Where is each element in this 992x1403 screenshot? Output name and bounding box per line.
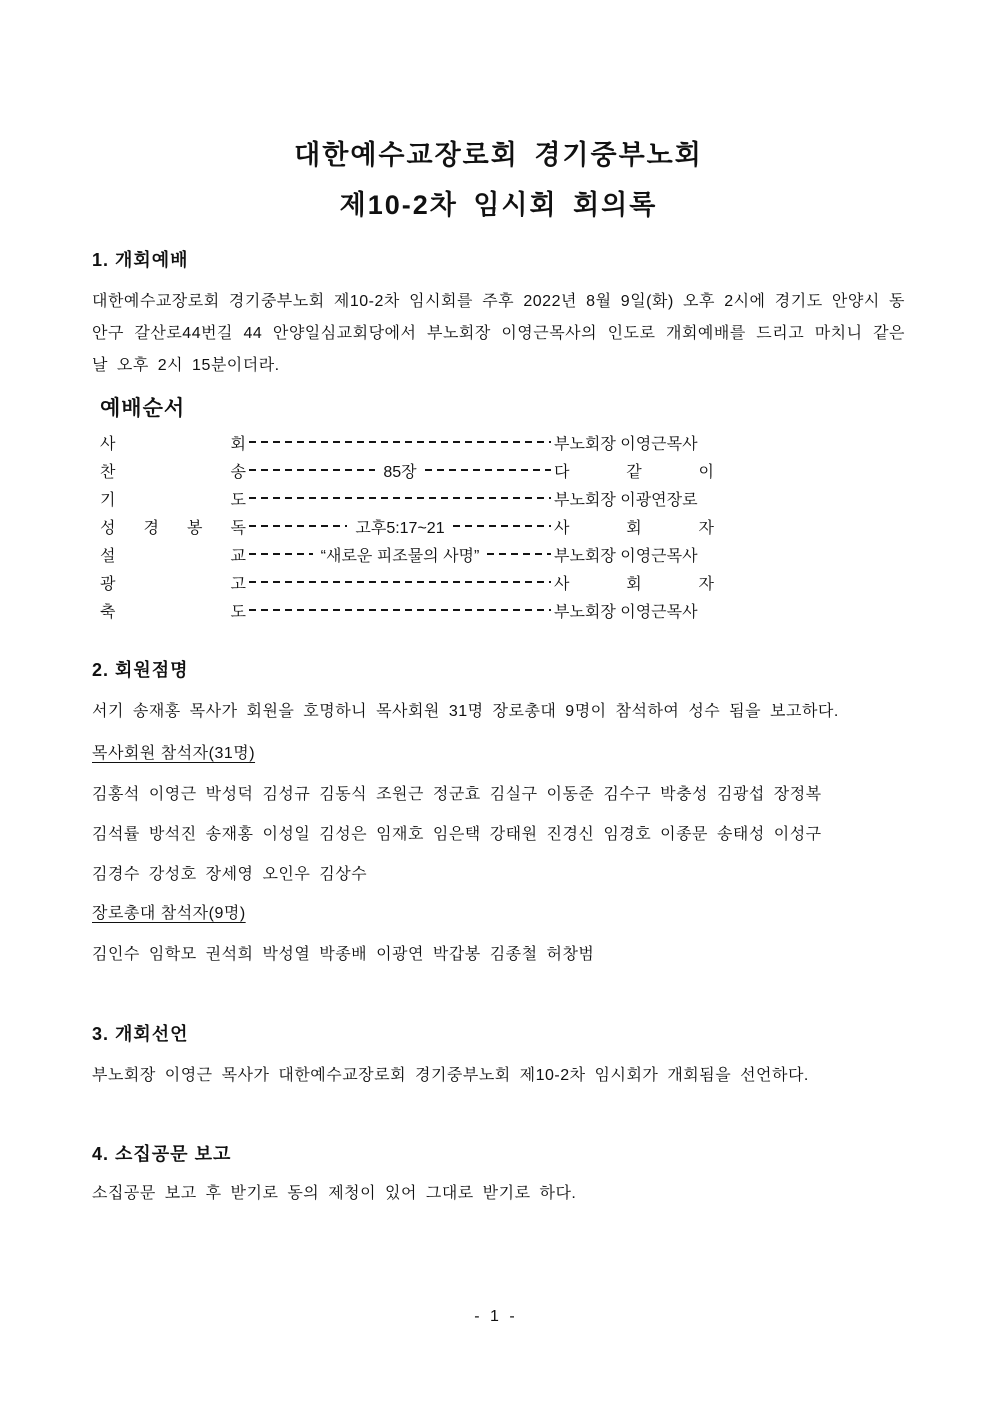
section-opening-worship — [92, 246, 905, 624]
dash-line — [249, 581, 551, 583]
dash-line — [249, 609, 551, 611]
dash-line — [453, 525, 551, 527]
dash-line — [249, 469, 375, 471]
pastor-roster-line: 김홍석 이영근 박성덕 김성규 김동식 조원근 정군효 김실구 이동준 김수구 박충성 김광섭 장정복 — [92, 786, 822, 803]
document-title-line1: 대한예수교장로회 경기중부노회 — [294, 140, 703, 170]
section-heading-2: 2. 회원점명 — [92, 660, 189, 680]
worship-item-detail: “새로운 피조물의 사명” — [320, 547, 480, 565]
worship-order-list — [100, 428, 714, 624]
elder-roster-line: 김인수 임학모 권석희 박성열 박종배 이광연 박갑봉 김종철 허창범 — [92, 946, 595, 963]
worship-item-label: 설 교 — [100, 547, 246, 565]
section-body-2: 서기 송재홍 목사가 회원을 호명하니 목사회원 31명 장로총대 9명이 참석하여 성수 됨을 보고하다. — [92, 703, 839, 720]
worship-item-detail: 85장 — [383, 463, 417, 481]
worship-row-presiding — [100, 428, 714, 456]
section-roll-call — [92, 656, 905, 968]
pastor-roster-line: 김경수 강성호 장세영 오인우 김상수 — [92, 866, 368, 883]
worship-item-label: 광 고 — [100, 575, 246, 593]
worship-item-detail: 고후5:17~21 — [355, 519, 445, 537]
worship-row-scripture — [100, 512, 714, 540]
section-body-1: 대한예수교장로회 경기중부노회 제10-2차 임시회를 주후 2022년 8월 9일(화) 오후 2시에 경기도 안양시 동안구 갈산로44번길 44 안양일심교회당에서 부노회장 이영근목사의 인도로 개회예배를 드리고 마치니 같은 날 오후 2시 15분이더라. — [92, 293, 905, 374]
page-number: - 1 - — [474, 1308, 518, 1325]
worship-item-person: 사 회 자 — [554, 575, 714, 593]
worship-row-hymn — [100, 456, 714, 484]
worship-item-person: 부노회장 이영근목사 — [554, 435, 698, 453]
pastor-roster-subheading: 목사회원 참석자(31명) — [92, 745, 256, 762]
worship-row-benediction — [100, 596, 714, 624]
worship-item-person: 부노회장 이광연장로 — [554, 491, 698, 509]
section-heading-4: 4. 소집공문 보고 — [92, 1144, 232, 1164]
elder-roster-subheading: 장로총대 참석자(9명) — [92, 905, 246, 922]
dash-line — [249, 525, 347, 527]
worship-item-person: 부노회장 이영근목사 — [554, 547, 698, 565]
worship-item-person: 사 회 자 — [554, 519, 715, 537]
dash-line — [425, 469, 551, 471]
section-convocation-report — [92, 1140, 905, 1210]
dash-line — [487, 553, 551, 555]
section-body-3: 부노회장 이영근 목사가 대한예수교장로회 경기중부노회 제10-2차 임시회가 개회됨을 선언하다. — [92, 1067, 809, 1084]
pastor-roster-line: 김석률 방석진 송재홍 이성일 김성은 임재호 임은택 강태원 진경신 임경호 이종문 송태성 이성구 — [92, 826, 822, 843]
worship-row-sermon — [100, 540, 714, 568]
worship-item-label: 사 회 — [100, 435, 246, 453]
dash-line — [249, 553, 313, 555]
worship-row-announcements — [100, 568, 714, 596]
worship-row-prayer — [100, 484, 714, 512]
dash-line — [249, 497, 551, 499]
section-heading-3: 3. 개회선언 — [92, 1024, 189, 1044]
section-opening-declaration — [92, 1020, 905, 1092]
dash-line — [249, 441, 551, 443]
section-heading-1: 1. 개회예배 — [92, 250, 189, 270]
section-body-4: 소집공문 보고 후 받기로 동의 제청이 있어 그대로 받기로 하다. — [92, 1185, 577, 1202]
worship-order-title: 예배순서 — [100, 397, 186, 420]
worship-item-person: 다 같 이 — [554, 463, 715, 481]
worship-item-label: 축 도 — [100, 603, 246, 621]
worship-item-person: 부노회장 이영근목사 — [554, 603, 698, 621]
worship-item-label: 찬 송 — [100, 463, 246, 481]
worship-item-label: 성 경 봉 독 — [100, 519, 246, 537]
document-title-line2: 제10-2차 임시회 회의록 — [339, 190, 658, 220]
worship-item-label: 기 도 — [100, 491, 246, 509]
